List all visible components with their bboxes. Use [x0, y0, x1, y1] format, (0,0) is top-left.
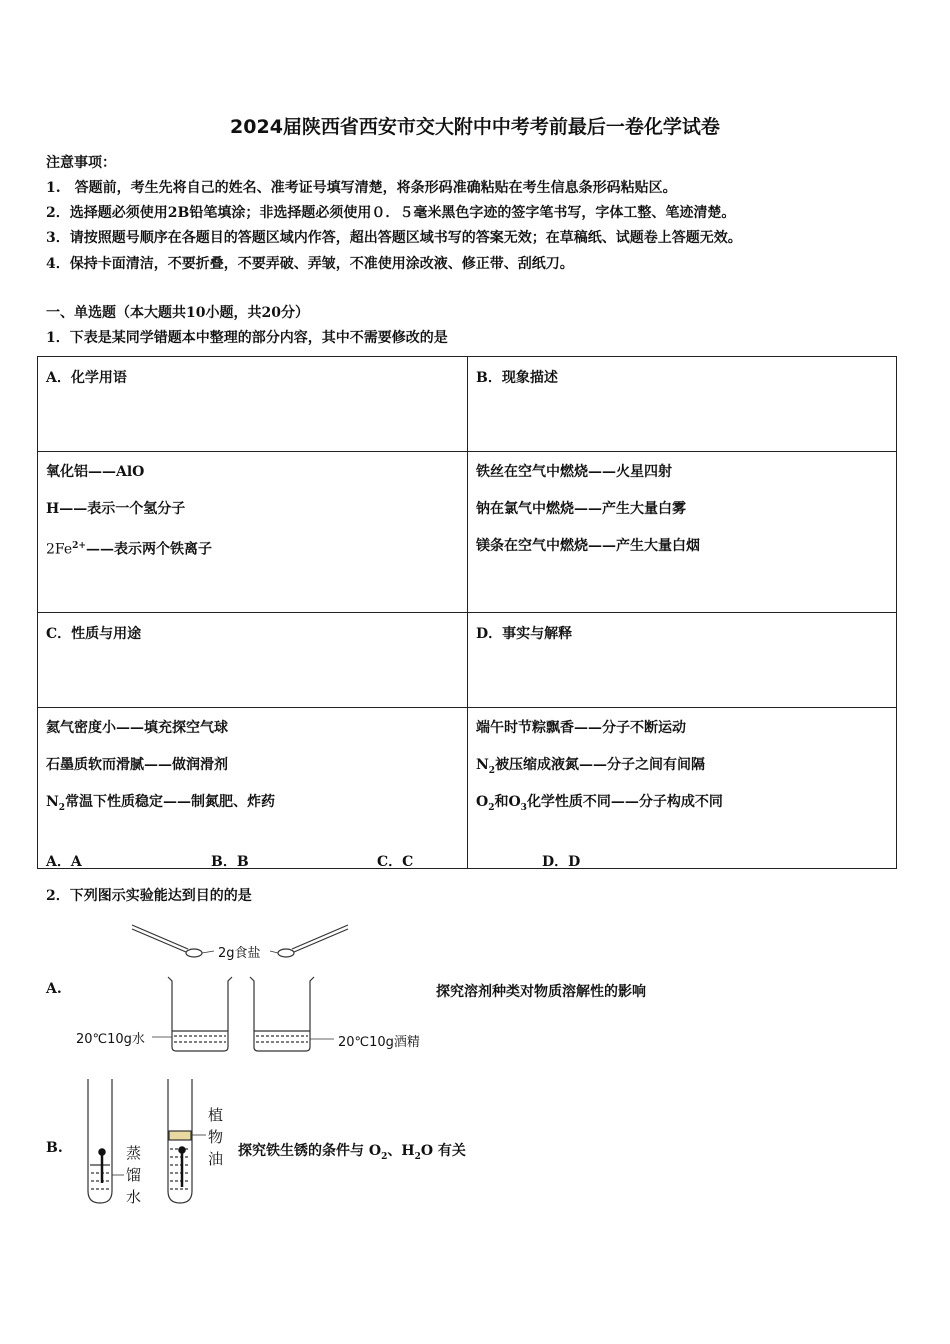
question-1-table	[37, 356, 897, 869]
option-a-description: 探究溶剂种类对物质溶解性的影响	[436, 984, 646, 1000]
cell-line: 氦气密度小——填充探空气球	[46, 720, 228, 736]
test-tube-left-icon	[88, 1079, 112, 1203]
subscript: 3	[520, 802, 527, 813]
cell-line	[476, 792, 888, 829]
iron-nail-left-icon	[100, 1150, 105, 1184]
water-char: 馏	[126, 1166, 142, 1184]
spoon-left-icon	[132, 925, 202, 957]
section-heading: 一、单选题（本大题共10小题，共20分）	[46, 305, 309, 321]
oil-char: 油	[208, 1150, 224, 1168]
formula-o: O	[508, 794, 521, 810]
salt-label: 2g食盐	[218, 946, 261, 961]
cell-text: ——表示两个铁离子	[85, 541, 212, 558]
desc-text: 、H	[387, 1143, 415, 1159]
test-tube-right-icon	[168, 1079, 192, 1203]
formula-o: O	[476, 794, 489, 810]
cell-c-head: C．性质与用途	[38, 613, 468, 708]
notice-heading: 注意事项：	[46, 155, 116, 171]
notice-item: 3．请按照题号顺序在各题目的答题区域内作答，超出答题区域书写的答案无效；在草稿纸、试题卷上答题无效。	[46, 230, 742, 246]
page-title: 2024届陕西省西安市交大附中中考考前最后一卷化学试卷	[230, 116, 720, 138]
cell-line: 镁条在空气中燃烧——产生大量白烟	[476, 538, 700, 554]
choice-a[interactable]: A．A	[46, 854, 82, 870]
cell-line: H——表示一个氢分子	[46, 501, 186, 517]
cell-line: 铁丝在空气中燃烧——火星四射	[476, 464, 672, 480]
notice-item: 2．选择题必须使用2B铅笔填涂；非选择题必须使用０．５毫米黑色字迹的签字笔书写，字体工整、笔迹清楚。	[46, 205, 736, 221]
water-label: 20℃10g水	[76, 1032, 145, 1047]
cell-line: 钠在氯气中燃烧——产生大量白雾	[476, 501, 686, 517]
cell-b-head: B．现象描述	[468, 357, 897, 452]
cell-a-head: A．化学用语	[38, 357, 468, 452]
choice-d[interactable]: D．D	[542, 854, 581, 870]
cell-line	[46, 792, 459, 829]
spoon-right-icon	[278, 925, 348, 957]
water-char: 水	[126, 1188, 142, 1206]
choice-b[interactable]: B．B	[211, 854, 249, 870]
cell-text: 化学性质不同——分子构成不同	[526, 794, 723, 810]
cell-line	[46, 536, 459, 573]
desc-text: 探究铁生锈的条件与 O	[238, 1143, 382, 1159]
beaker-right-icon	[250, 977, 314, 1051]
formula-n: N	[476, 757, 489, 773]
formula-n: N	[46, 794, 59, 810]
cell-d-head: D．事实与解释	[468, 613, 897, 708]
question-2-stem: 2．下列图示实验能达到目的的是	[46, 888, 252, 904]
formula-fe: 2Fe	[46, 541, 73, 558]
choice-c[interactable]: C．C	[377, 854, 414, 870]
subscript: 2	[488, 765, 496, 776]
beaker-left-icon	[168, 977, 232, 1051]
alcohol-label: 20℃10g酒精	[338, 1035, 420, 1050]
oil-char: 植	[208, 1106, 224, 1124]
notice-item: 4．保持卡面清洁，不要折叠，不要弄破、弄皱，不准使用涂改液、修正带、刮纸刀。	[46, 256, 574, 272]
cell-c-body	[38, 708, 468, 869]
cell-line: 端午时节粽飘香——分子不断运动	[476, 720, 686, 736]
cell-d-body	[468, 708, 897, 869]
question-1-stem: 1．下表是某同学错题本中整理的部分内容，其中不需要修改的是	[46, 330, 448, 346]
subscript: 2	[414, 1151, 421, 1162]
subscript: 2	[488, 802, 495, 813]
oil-label	[208, 1104, 228, 1170]
desc-text: O 有关	[420, 1143, 466, 1159]
cell-text: 常温下性质稳定——制氮肥、炸药	[65, 794, 276, 810]
distilled-water-label	[126, 1142, 146, 1208]
cell-a-body	[38, 452, 468, 613]
cell-line: 氧化铝——AlO	[46, 464, 145, 480]
option-b-label: B.	[46, 1140, 63, 1156]
cell-text: 被压缩成液氮——分子之间有间隔	[495, 757, 706, 773]
cell-text: 和	[494, 794, 509, 810]
cell-b-body	[468, 452, 897, 613]
superscript: 2+	[72, 541, 86, 551]
cell-line	[476, 755, 888, 792]
subscript: 2	[58, 802, 66, 813]
option-b-description	[238, 1140, 466, 1162]
subscript: 2	[381, 1151, 388, 1162]
cell-line: 石墨质软而滑腻——做润滑剂	[46, 757, 228, 773]
oil-char: 物	[208, 1128, 224, 1146]
water-char: 蒸	[126, 1144, 142, 1162]
option-a-label: A.	[46, 981, 62, 997]
notice-item: 1. 答题前，考生先将自己的姓名、准考证号填写清楚，将条形码准确粘贴在考生信息条形码粘贴区。	[46, 180, 677, 196]
